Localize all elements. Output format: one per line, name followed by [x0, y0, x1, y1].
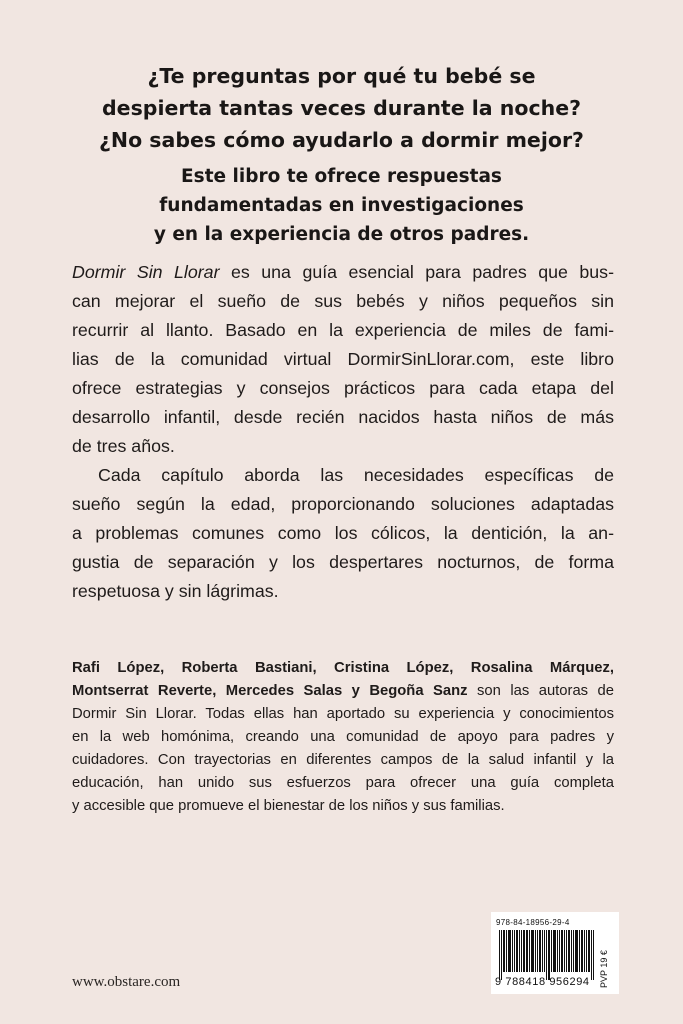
book-title-italic: Dormir Sin Llorar: [72, 262, 220, 282]
synopsis-line: a problemas comunes como los cólicos, la dentición, la an-: [72, 523, 614, 543]
synopsis-line: desarrollo infantil, desde recién nacidos hasta niños de más: [72, 407, 614, 427]
synopsis-text: [72, 258, 614, 606]
authors-line: educación, han unido sus esfuerzos para ofrecer una guía completa: [72, 775, 614, 791]
synopsis-line: ofrece estrategias y consejos prácticos para cada etapa del: [72, 378, 614, 398]
subhead-line: fundamentadas en investigaciones: [159, 195, 524, 216]
synopsis-line: gustia de separación y los despertares nocturnos, de forma: [72, 552, 614, 572]
subhead-line: Este libro te ofrece respuestas: [181, 166, 502, 187]
author-names: Montserrat Reverte, Mercedes Salas y Begoña Sanz: [72, 683, 468, 699]
synopsis-line: sueño según la edad, proporcionando soluciones adaptadas: [72, 494, 614, 514]
authors-line: Montserrat Reverte, Mercedes Salas y Begoña Sanz son las autoras de: [72, 683, 614, 699]
authors-line: cuidadores. Con trayectorias en diferentes campos de la salud infantil y la: [72, 752, 614, 768]
authors-line: y accesible que promueve el bienestar de los niños y sus familias.: [72, 798, 505, 814]
authors-line: en la web homónima, creando una comunidad de apoyo para padres y: [72, 729, 614, 745]
ean-number: 9 788418 956294: [495, 976, 590, 988]
barcode-label: [491, 912, 619, 994]
author-names: Rafi López, Roberta Bastiani, Cristina López, Rosalina Márquez,: [72, 660, 614, 676]
price-label: PVP 19 €: [599, 950, 609, 988]
isbn-number: 978-84-18956-29-4: [496, 918, 570, 927]
synopsis-line: Cada capítulo aborda las necesidades específicas de: [98, 465, 614, 485]
synopsis-line: can mejorar el sueño de sus bebés y niños pequeños sin: [72, 291, 614, 311]
back-cover-subheading: [40, 162, 643, 249]
authors-line: Dormir Sin Llorar. Todas ellas han aportado su experiencia y conocimientos: [72, 706, 614, 722]
authors-bio: [72, 657, 614, 818]
headline-line: ¿No sabes cómo ayudarlo a dormir mejor?: [99, 128, 584, 152]
back-cover-headline: [40, 60, 643, 156]
subhead-line: y en la experiencia de otros padres.: [153, 224, 530, 245]
headline-line: despierta tantas veces durante la noche?: [102, 96, 581, 120]
barcode-icon: [499, 930, 595, 976]
synopsis-line: de tres años.: [72, 436, 175, 456]
authors-line: [72, 657, 614, 680]
headline-line: ¿Te preguntas por qué tu bebé se: [147, 64, 536, 88]
synopsis-line: recurrir al llanto. Basado en la experiencia de miles de fami-: [72, 320, 614, 340]
synopsis-line: Dormir Sin Llorar es una guía esencial para padres que bus-: [72, 262, 614, 282]
publisher-website: www.obstare.com: [72, 974, 181, 990]
synopsis-line: respetuosa y sin lágrimas.: [72, 581, 279, 601]
synopsis-line: lias de la comunidad virtual DormirSinLlorar.com, este libro: [72, 349, 614, 369]
